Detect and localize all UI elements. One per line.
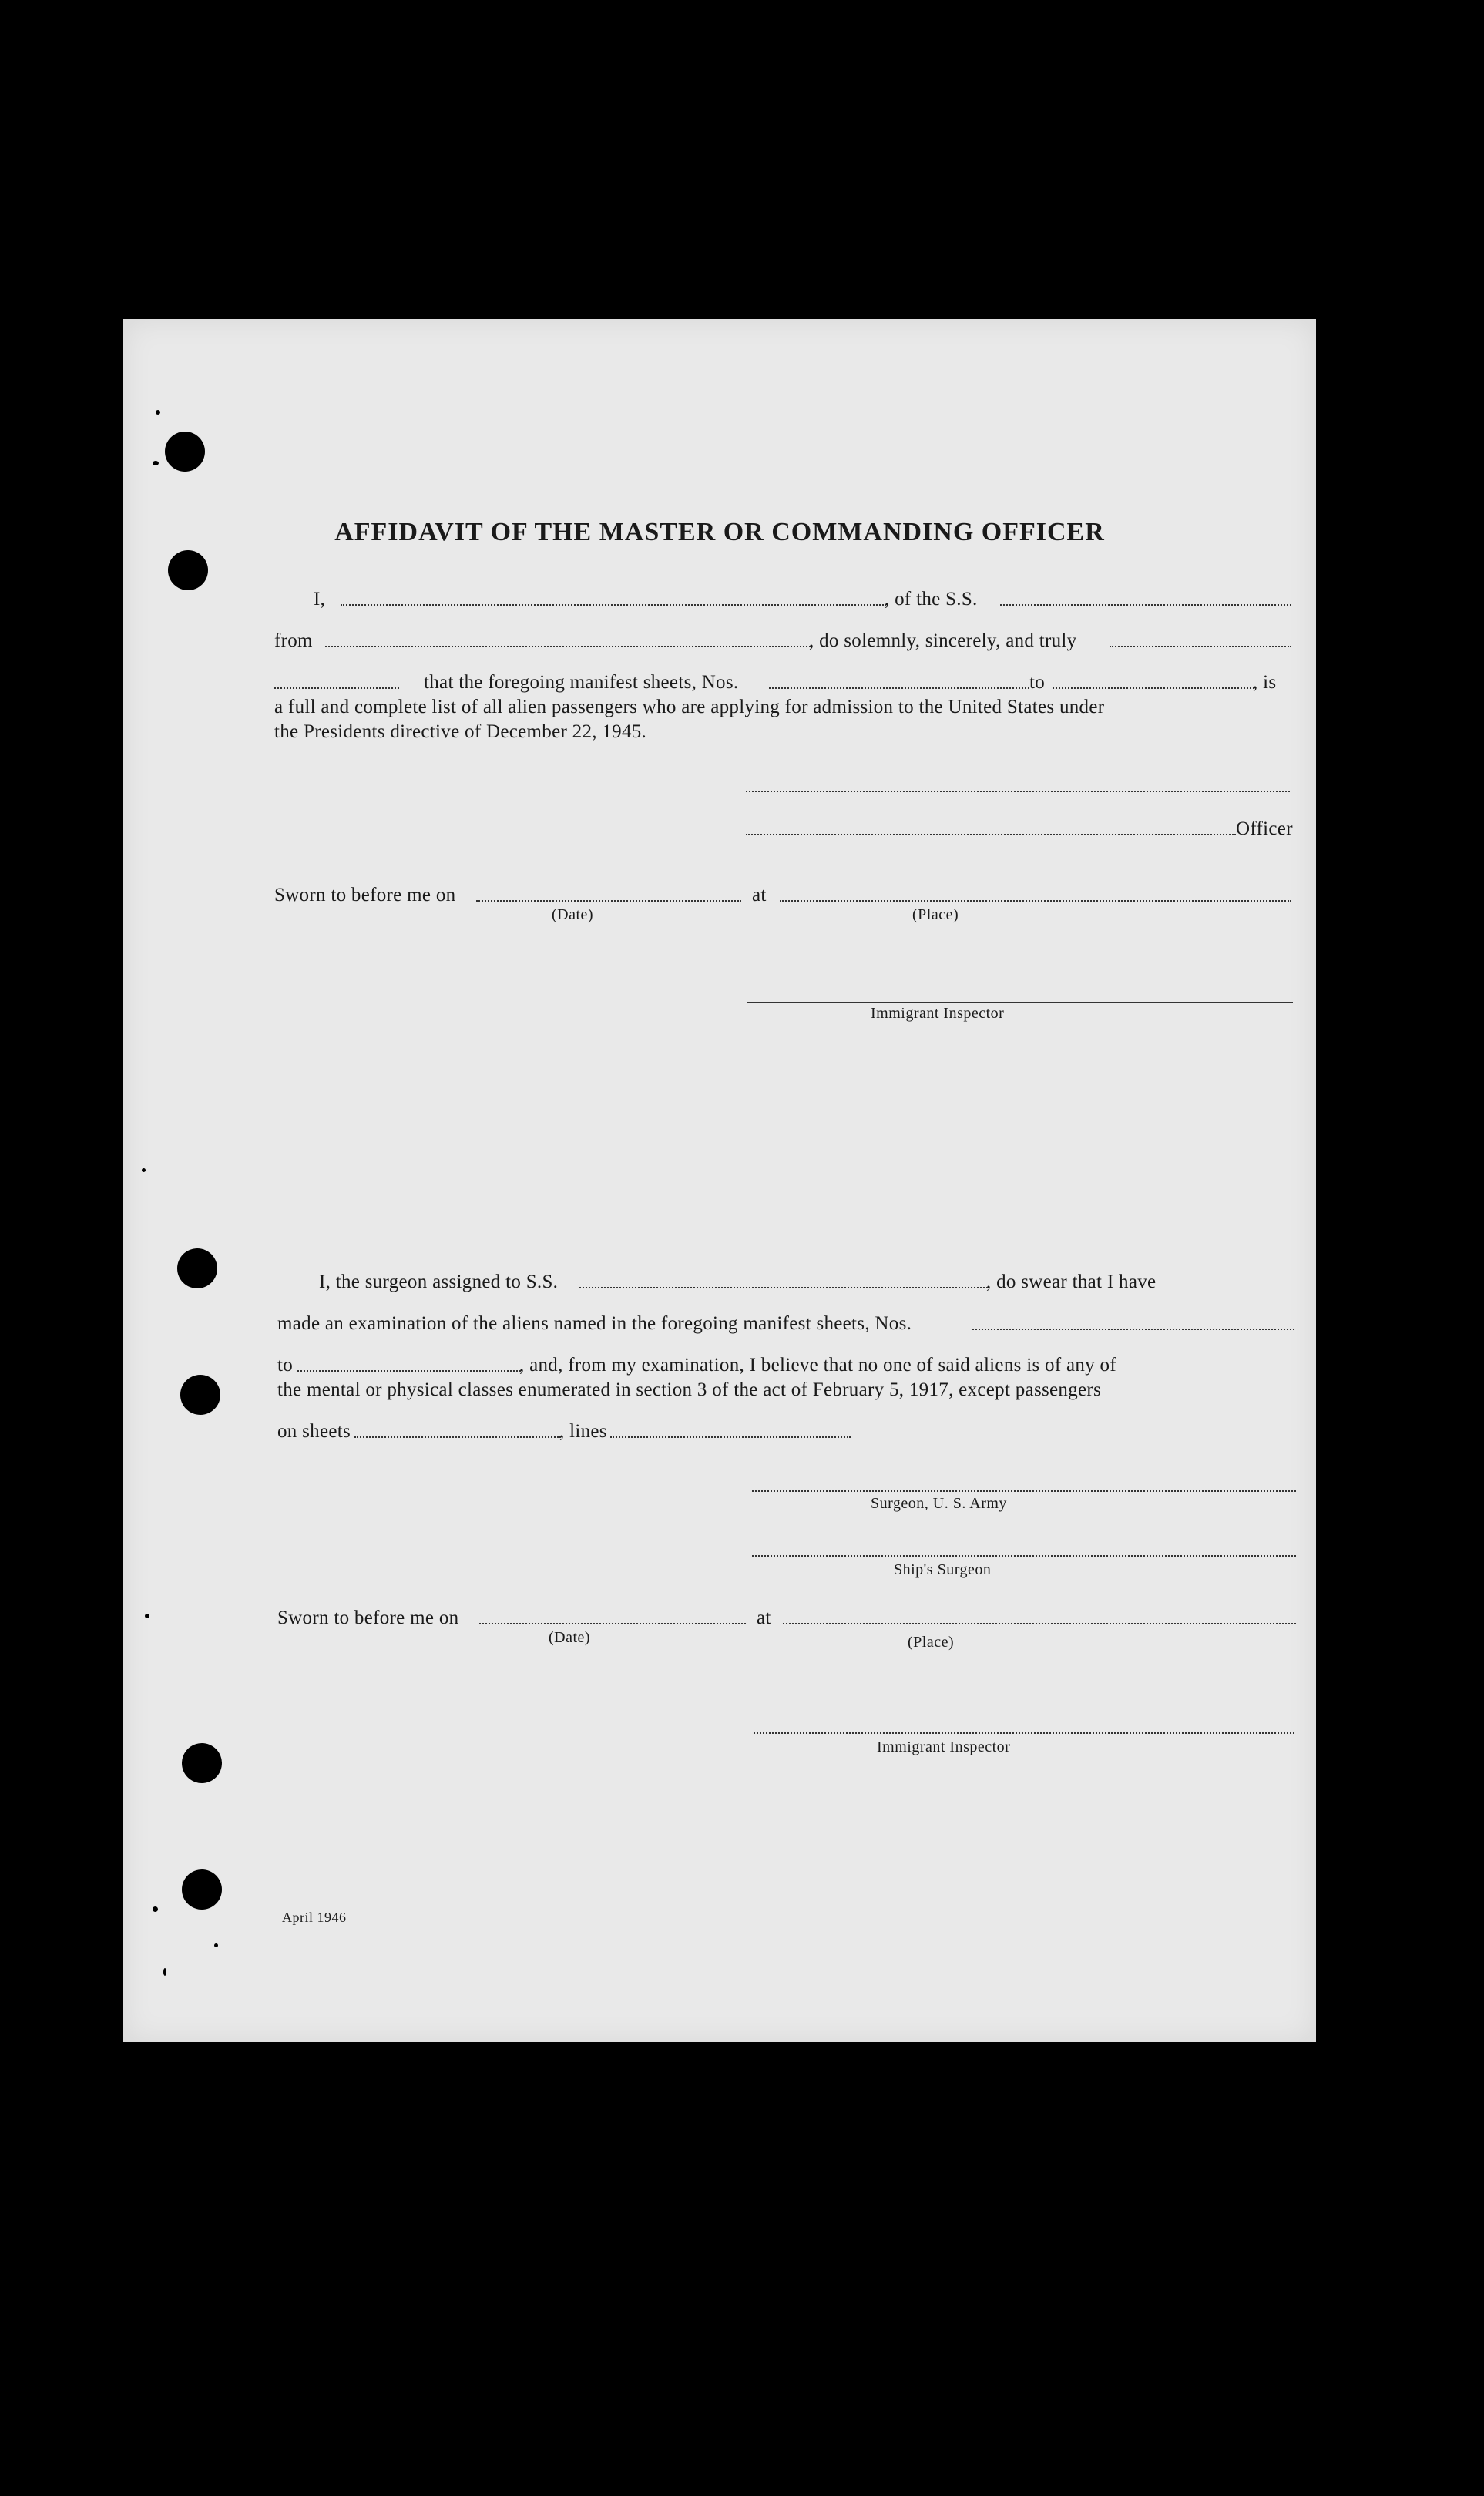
master-sheets-from-field[interactable] — [769, 687, 1029, 689]
master-sworn-date-field[interactable] — [476, 900, 741, 902]
master-inspector-signature-field[interactable] — [747, 1002, 1293, 1003]
master-line2-from: from — [274, 630, 313, 651]
master-sheets-to-field[interactable] — [1053, 687, 1254, 689]
master-ship-field[interactable] — [1000, 604, 1291, 606]
surgeon-line4: the mental or physical classes enumerated in section 3 of the act of February 5, 1917, except passengers — [277, 1379, 1102, 1400]
surgeon-line2: made an examination of the aliens named in the foregoing manifest sheets, Nos. — [277, 1313, 912, 1334]
form-edition-date: April 1946 — [282, 1910, 347, 1925]
master-inspector-label: Immigrant Inspector — [871, 1005, 1005, 1022]
master-sworn-place-field[interactable] — [780, 900, 1291, 902]
punch-hole — [168, 550, 208, 590]
scan-speck — [214, 1943, 218, 1947]
master-place-caption: (Place) — [912, 906, 959, 923]
surgeon-at-label: at — [757, 1607, 771, 1628]
scan-speck — [153, 1906, 158, 1912]
surgeon-line5-sheets: on sheets — [277, 1421, 351, 1442]
master-from-field[interactable] — [325, 646, 811, 647]
surgeon-lines-field[interactable] — [610, 1436, 851, 1438]
surgeon-sworn-label: Sworn to before me on — [277, 1607, 459, 1628]
master-prefix-field[interactable] — [274, 687, 399, 689]
scan-speck — [142, 1168, 146, 1172]
master-line3-foregoing: that the foregoing manifest sheets, Nos. — [424, 672, 739, 693]
master-line3-to: to — [1029, 672, 1046, 693]
surgeon-line3-rest: , and, from my examination, I believe that no one of said aliens is of any of — [519, 1355, 1116, 1376]
master-line1-of-ss: , of the S.S. — [885, 589, 978, 610]
master-line5: the Presidents directive of December 22, 1945. — [274, 721, 647, 742]
master-line2-swear: , do solemnly, sincerely, and truly — [809, 630, 1077, 651]
master-swear-field[interactable] — [1110, 646, 1291, 647]
surgeon-date-caption: (Date) — [549, 1629, 591, 1646]
army-surgeon-signature-field[interactable] — [752, 1490, 1296, 1492]
surgeon-inspector-label: Immigrant Inspector — [877, 1738, 1011, 1755]
surgeon-line1: I, the surgeon assigned to S.S. — [319, 1272, 559, 1292]
scan-speck — [156, 410, 160, 415]
surgeon-line3-to: to — [277, 1355, 294, 1376]
master-sworn-label: Sworn to before me on — [274, 885, 456, 905]
master-line4: a full and complete list of all alien passengers who are applying for admission to the United States under — [274, 697, 1105, 717]
surgeon-on-sheets-field[interactable] — [354, 1436, 561, 1438]
punch-hole — [177, 1248, 217, 1288]
officer-signature-field[interactable] — [746, 834, 1236, 835]
form-title: AFFIDAVIT OF THE MASTER OR COMMANDING OFFICER — [334, 518, 1105, 546]
surgeon-sheets-to-field[interactable] — [297, 1370, 521, 1372]
ship-surgeon-signature-field[interactable] — [752, 1555, 1296, 1557]
scan-speck — [163, 1968, 166, 1976]
surgeon-sworn-date-field[interactable] — [479, 1623, 746, 1624]
master-signature-field[interactable] — [746, 791, 1290, 792]
army-surgeon-label: Surgeon, U. S. Army — [871, 1495, 1007, 1512]
officer-label: Officer — [1236, 818, 1293, 839]
punch-hole — [180, 1375, 220, 1415]
surgeon-line1-swear: , do swear that I have — [986, 1272, 1157, 1292]
scan-speck — [153, 461, 159, 465]
master-line1-i: I, — [314, 589, 326, 610]
surgeon-ship-field[interactable] — [579, 1287, 988, 1288]
master-date-caption: (Date) — [552, 906, 594, 923]
surgeon-sworn-place-field[interactable] — [783, 1623, 1296, 1624]
surgeon-place-caption: (Place) — [908, 1634, 955, 1651]
master-line3-is: , is — [1253, 672, 1277, 693]
surgeon-sheets-from-field[interactable] — [972, 1329, 1294, 1330]
ship-surgeon-label: Ship's Surgeon — [894, 1561, 992, 1578]
punch-hole — [182, 1743, 222, 1783]
punch-hole — [165, 432, 205, 472]
affidavit-form-page — [123, 319, 1316, 2042]
punch-hole — [182, 1869, 222, 1910]
surgeon-inspector-signature-field[interactable] — [754, 1732, 1294, 1734]
scan-speck — [145, 1614, 149, 1618]
master-name-field[interactable] — [341, 604, 886, 606]
surgeon-line5-lines: , lines — [559, 1421, 607, 1442]
master-at-label: at — [752, 885, 767, 905]
